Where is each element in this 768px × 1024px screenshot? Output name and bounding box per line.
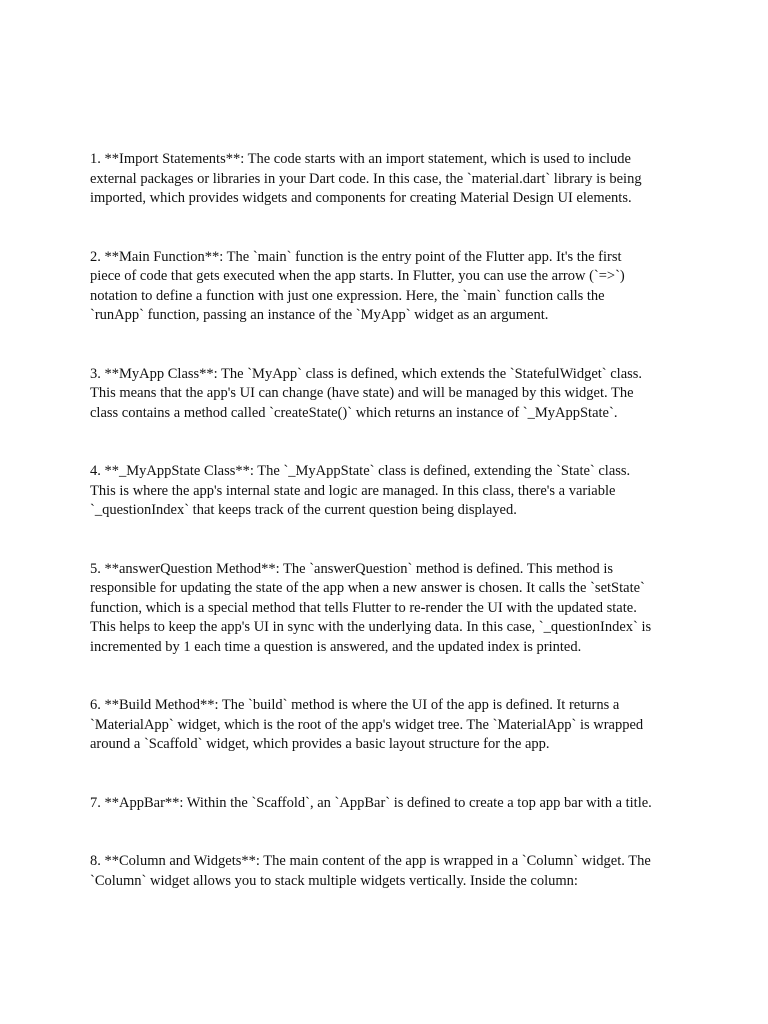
paragraph-import-statements — [90, 150, 690, 209]
paragraph-gap — [90, 813, 690, 852]
paragraph-gap — [90, 209, 690, 248]
paragraph-gap — [90, 657, 690, 696]
text-line: 1. **Import Statements**: The code starts with an import statement, which is used to include — [90, 151, 631, 167]
text-line: 4. **_MyAppState Class**: The `_MyAppState` class is defined, extending the `State` class. — [90, 463, 631, 479]
paragraph-gap — [90, 755, 690, 794]
text-line: imported, which provides widgets and components for creating Material Design UI elements. — [90, 190, 632, 206]
text-line: 6. **Build Method**: The `build` method is where the UI of the app is defined. It returns a — [90, 697, 620, 713]
text-line: 5. **answerQuestion Method**: The `answerQuestion` method is defined. This method is — [90, 560, 613, 577]
document-page — [90, 150, 690, 891]
paragraph-gap — [90, 521, 690, 560]
text-line: around a `Scaffold` widget, which provides a basic layout structure for the app. — [90, 736, 550, 752]
text-line: `_questionIndex` that keeps track of the current question being displayed. — [90, 502, 517, 518]
paragraph-gap — [90, 423, 690, 462]
paragraph-column-and-widgets — [90, 852, 690, 891]
text-line: responsible for updating the state of the app when a new answer is chosen. It calls the `setState` — [90, 580, 645, 596]
text-line: This is where the app's internal state and logic are managed. In this class, there's a variable — [90, 482, 616, 499]
text-line: `MaterialApp` widget, which is the root of the app's widget tree. The `MaterialApp` is wrapped — [90, 716, 644, 733]
paragraph-build-method — [90, 696, 690, 755]
text-line: function, which is a special method that tells Flutter to re-render the UI with the updated state. — [90, 599, 637, 616]
text-line: `runApp` function, passing an instance of the `MyApp` widget as an argument. — [90, 307, 549, 323]
paragraph-gap — [90, 326, 690, 365]
text-line: 8. **Column and Widgets**: The main content of the app is wrapped in a `Column` widget. The — [90, 853, 651, 869]
paragraph-appbar — [90, 794, 690, 814]
paragraph-myapp-class — [90, 365, 690, 424]
text-line: `Column` widget allows you to stack multiple widgets vertically. Inside the column: — [90, 872, 578, 889]
paragraph-myappstate-class — [90, 462, 690, 521]
text-line: 3. **MyApp Class**: The `MyApp` class is defined, which extends the `StatefulWidget` class. — [90, 365, 643, 382]
text-line: This helps to keep the app's UI in sync with the underlying data. In this case, `_questionIndex` is — [90, 619, 652, 635]
text-line: 2. **Main Function**: The `main` function is the entry point of the Flutter app. It's the first — [90, 248, 622, 265]
paragraph-answerquestion-method — [90, 560, 690, 658]
text-line: class contains a method called `createState()` which returns an instance of `_MyAppState`. — [90, 404, 618, 421]
text-line: notation to define a function with just one expression. Here, the `main` function calls the — [90, 287, 605, 304]
text-line: piece of code that gets executed when the app starts. In Flutter, you can use the arrow (`=>`) — [90, 268, 625, 284]
text-line: incremented by 1 each time a question is answered, and the updated index is printed. — [90, 638, 582, 655]
text-line: 7. **AppBar**: Within the `Scaffold`, an `AppBar` is defined to create a top app bar with a title. — [90, 794, 652, 811]
text-line: This means that the app's UI can change (have state) and will be managed by this widget. The — [90, 385, 634, 401]
paragraph-main-function — [90, 248, 690, 326]
text-line: external packages or libraries in your Dart code. In this case, the `material.dart` library is being — [90, 170, 642, 187]
